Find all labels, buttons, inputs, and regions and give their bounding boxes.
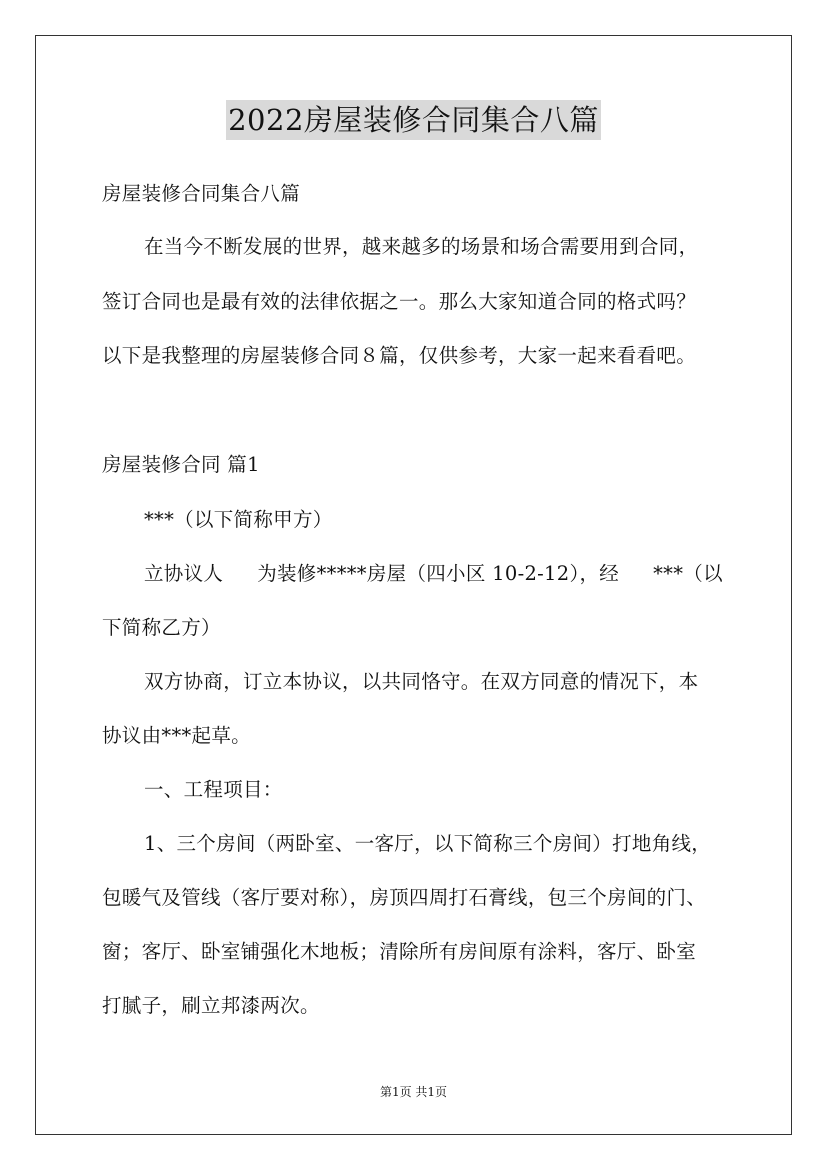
project-item-line-3: 窗；客厅、卧室铺强化木地板；清除所有房间原有涂料，客厅、卧室 <box>102 940 697 963</box>
page-footer: 第1页 共1页 <box>379 1085 448 1099</box>
project-item-line-4: 打腻子，刷立邦漆两次。 <box>102 994 320 1017</box>
title-container <box>0 100 827 140</box>
intro-line-2: 签订合同也是最有效的法律依据之一。那么大家知道合同的格式吗？ <box>102 290 697 313</box>
intro-line-1: 在当今不断发展的世界，越来越多的场景和场合需要用到合同， <box>144 235 699 258</box>
agreement-line-1 <box>144 560 723 588</box>
intro-line-3: 以下是我整理的房屋装修合同８篇，仅供参考，大家一起来看看吧。 <box>102 344 697 367</box>
document-title: 2022房屋装修合同集合八篇 <box>226 100 601 140</box>
project-item-line-1: 1、三个房间（两卧室、一客厅，以下简称三个房间）打地角线， <box>144 832 712 855</box>
section-heading: 房屋装修合同 篇1 <box>102 453 260 476</box>
consult-line-2: 协议由***起草。 <box>102 724 251 747</box>
project-heading: 一、工程项目： <box>144 778 283 801</box>
document-subtitle: 房屋装修合同集合八篇 <box>102 182 301 205</box>
agreement-part-1: 立协议人 <box>144 562 224 585</box>
agreement-part-3: ***（以 <box>653 562 723 585</box>
project-item-line-2: 包暖气及管线（客厅要对称），房顶四周打石膏线，包三个房间的门、 <box>102 886 707 909</box>
consult-line-1: 双方协商，订立本协议，以共同恪守。在双方同意的情况下，本 <box>144 670 699 693</box>
agreement-line-2: 下简称乙方） <box>102 616 221 639</box>
party-a-line: ***（以下简称甲方） <box>144 508 333 531</box>
agreement-part-2: 为装修*****房屋（四小区 10-2-12），经 <box>257 562 620 585</box>
